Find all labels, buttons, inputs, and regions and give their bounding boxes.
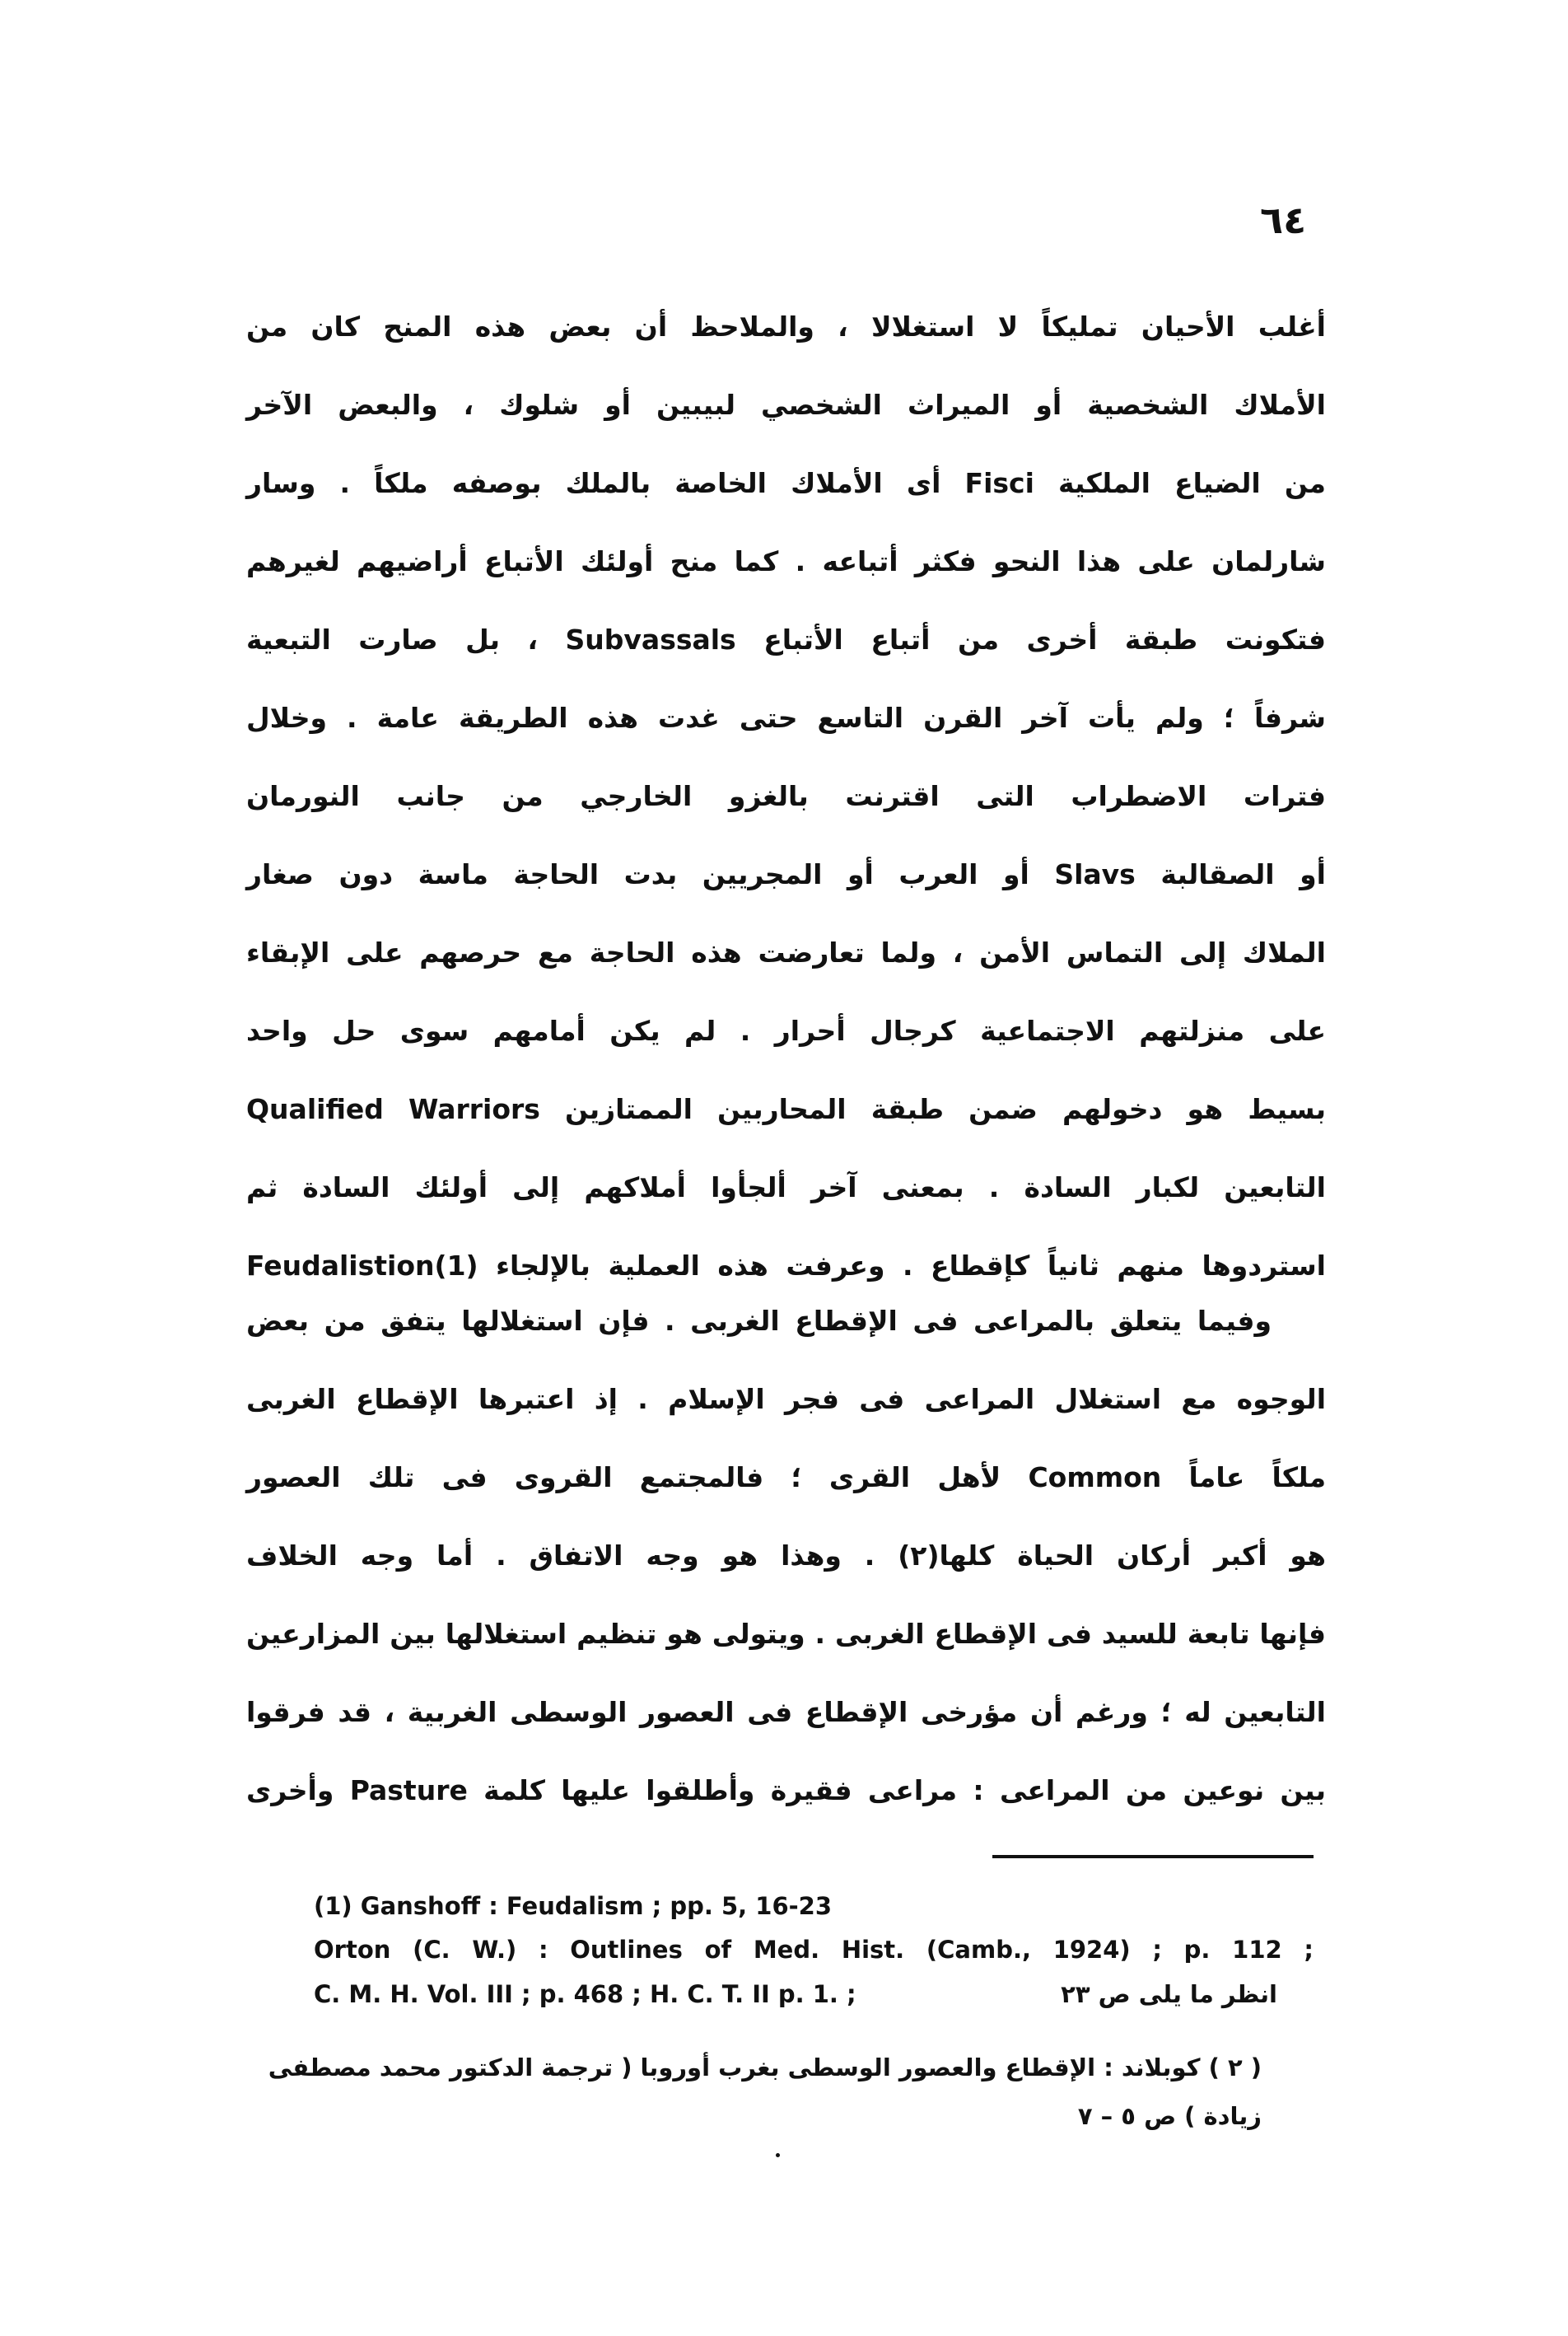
- body-line: بين نوعين من المراعى : مراعى فقيرة وأطلقوا عليها كلمة Pasture وأخرى: [246, 1774, 1326, 1806]
- body-line: من الضياع الملكية Fisci أى الأملاك الخاصة بالملك بوصفه ملكاً . وسار: [246, 467, 1326, 499]
- footnote-1-line-1: (1) Ganshoff : Feudalism ; pp. 5, 16-23: [314, 1892, 833, 1920]
- body-line: الوجوه مع استغلال المراعى فى فجر الإسلام . إذ اعتبرها الإقطاع الغربى: [246, 1383, 1326, 1415]
- body-text: [246, 288, 1326, 1830]
- body-line: الأملاك الشخصية أو الميراث الشخصي لبيبين أو شلوك ، والبعض الآخر: [246, 389, 1326, 421]
- body-line: شارلمان على هذا النحو فكثر أتباعه . كما منح أولئك الأتباع أراضيهم لغيرهم: [246, 545, 1326, 577]
- footnote-2-line-1: ( ٢ ) كوبلاند : الإقطاع والعصور الوسطى بغرب أوروبا ( ترجمة الدكتور محمد مصطفى: [268, 2053, 1262, 2081]
- body-line: فتكونت طبقة أخرى من أتباع الأتباع Subvassals ، بل صارت التبعية: [246, 624, 1327, 656]
- body-line: ملكاً عاماً Common لأهل القرى ؛ فالمجتمع القروى فى تلك العصور: [246, 1461, 1326, 1493]
- body-line: بسيط هو دخولهم ضمن طبقة المحاربين الممتازين Qualified Warriors: [246, 1093, 1326, 1125]
- body-line: فترات الاضطراب التى اقترنت بالغزو الخارجي من جانب النورمان: [246, 780, 1326, 812]
- body-line: على منزلتهم الاجتماعية كرجال أحرار . لم يكن أمامهم سوى حل واحد: [246, 1015, 1326, 1047]
- body-line: استردوها منهم ثانياً كإقطاع . وعرفت هذه العملية بالإلجاء Feudalistion(1): [246, 1250, 1326, 1282]
- footnote-1-line-3-arabic: انظر ما يلى ص ٢٣: [1061, 1980, 1277, 2008]
- body-line: وفيما يتعلق بالمراعى فى الإقطاع الغربى . فإن استغلالها يتفق من بعض: [246, 1305, 1272, 1337]
- footnote-divider: [992, 1855, 1314, 1858]
- body-line: شرفاً ؛ ولم يأت آخر القرن التاسع حتى غدت هذه الطريقة عامة . وخلال: [246, 702, 1326, 734]
- speck: [776, 2153, 780, 2157]
- body-line: أغلب الأحيان تمليكاً لا استغلالا ، والملاحظ أن بعض هذه المنح كان من: [246, 311, 1326, 343]
- footnote-1-line-3: [314, 1977, 1277, 2011]
- footnote-1-line-2: Orton (C. W.) : Outlines of Med. Hist. (Camb., 1924) ; p. 112 ;: [314, 1936, 1314, 1964]
- body-line: الملاك إلى التماس الأمن ، ولما تعارضت هذه الحاجة مع حرصهم على الإبقاء: [246, 937, 1326, 969]
- body-line: فإنها تابعة للسيد فى الإقطاع الغربى . ويتولى هو تنظيم استغلالها بين المزارعين: [246, 1618, 1326, 1650]
- footnote-2-line-2: زيادة ) ص ٥ – ٧: [1077, 2102, 1262, 2130]
- page-number: ٦٤: [1260, 198, 1307, 242]
- body-line: أو الصقالبة Slavs أو العرب أو المجريين بدت الحاجة ماسة دون صغار: [246, 858, 1326, 890]
- body-line: التابعين لكبار السادة . بمعنى آخر ألجأوا أملاكهم إلى أولئك السادة ثم: [246, 1171, 1326, 1203]
- footnote-1-line-3-latin: C. M. H. Vol. III ; p. 468 ; H. C. T. II p. 1. ;: [314, 1980, 856, 2008]
- body-line: هو أكبر أركان الحياة كلها(٢) . وهذا هو وجه الاتفاق . أما وجه الخلاف: [246, 1539, 1326, 1572]
- body-line: التابعين له ؛ ورغم أن مؤرخى الإقطاع فى العصور الوسطى الغربية ، قد فرقوا: [246, 1696, 1326, 1728]
